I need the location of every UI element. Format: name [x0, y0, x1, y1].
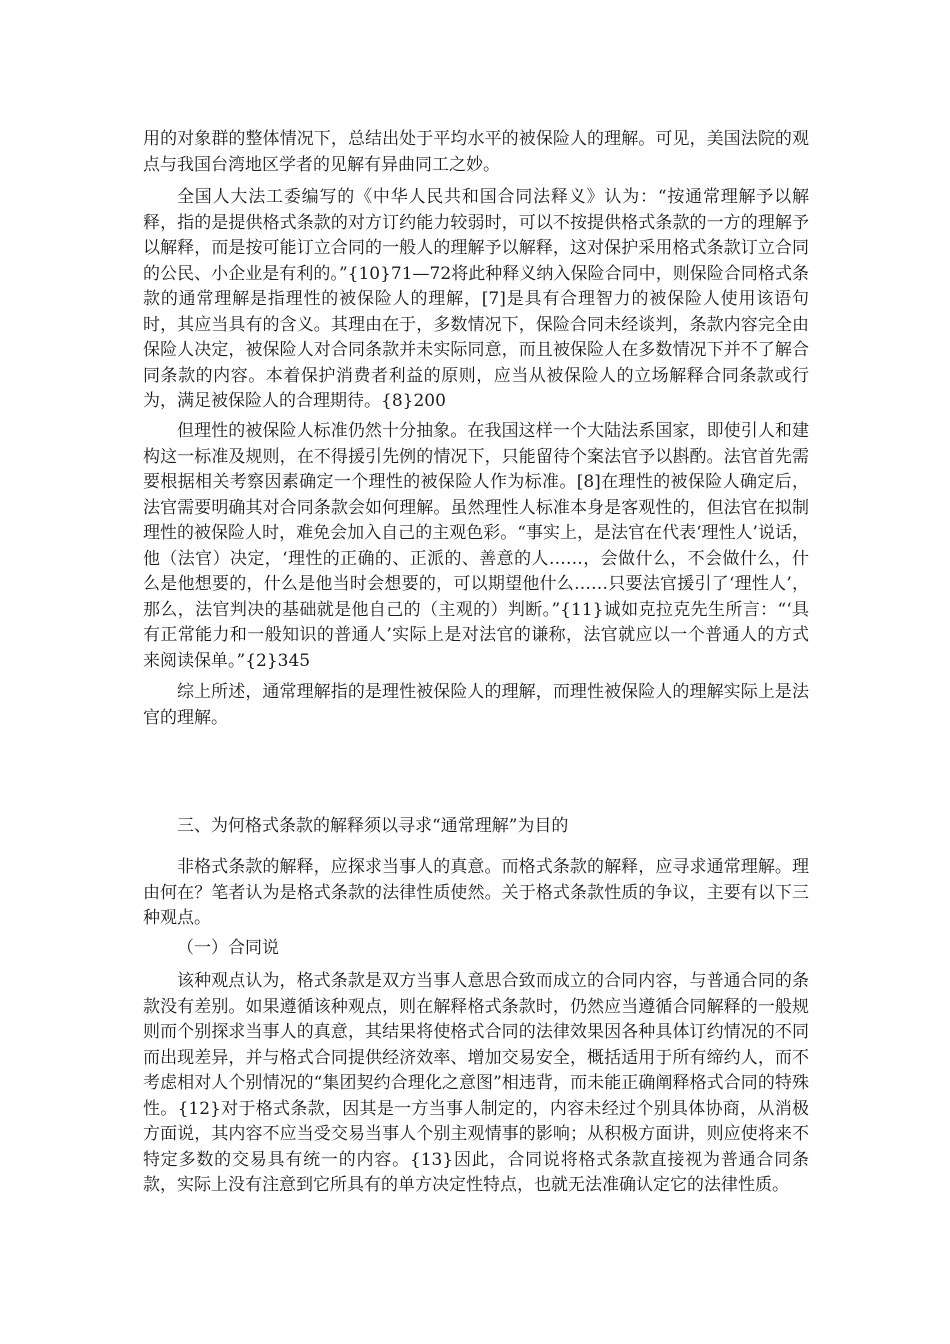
subsection-heading: （一）合同说	[177, 938, 279, 958]
section-heading: 三、为何格式条款的解释须以寻求“通常理解”为目的	[177, 816, 569, 836]
paragraph-section-intro: 非格式条款的解释，应探求当事人的真意。而格式条款的解释，应寻求通常理解。理由何在？笔者认为是格式条款的法律性质使然。关于格式条款性质的争议，主要有以下三种观点。	[143, 857, 809, 928]
paragraph-summary: 综上所述，通常理解指的是理性被保险人的理解，而理性被保险人的理解实际上是法官的理解。	[143, 682, 809, 728]
paragraph-continuation: 用的对象群的整体情况下，总结出处于平均水平的被保险人的理解。可见，美国法院的观点与我国台湾地区学者的见解有异曲同工之妙。	[143, 129, 809, 175]
paragraph-contract-theory: 该种观点认为，格式条款是双方当事人意思合致而成立的合同内容，与普通合同的条款没有差别。如果遵循该种观点，则在解释格式条款时，仍然应当遵循合同解释的一般规则而个别探求当事人的真意，其结果将使格式合同的法律效果因各种具体订约情况的不同而出现差异，并与格式合同提供经济效率、增加交易安全，概括适用于所有缔约人，而不考虑相对人个别情况的“集团契约合理化之意图”相违背，而未能正确阐释格式合同的特殊性。{12}对于格式条款，因其是一方当事人制定的，内容未经过个别具体协商，从消极方面说，其内容不应当受交易当事人个别主观情事的影响；从积极方面讲，则应使将来不特定多数的交易具有统一的内容。{13}因此，合同说将格式条款直接视为普通合同条款，实际上没有注意到它所具有的单方决定性特点，也就无法准确认定它的法律性质。	[143, 971, 809, 1195]
paragraph-interpretation-law: 全国人大法工委编写的《中华人民共和国合同法释义》认为：“按通常理解予以解释，指的是提供格式条款的对方订约能力较弱时，可以不按提供格式条款的一方的理解予以解释，而是按可能订立合同的一般人的理解予以解释，这对保护采用格式条款订立合同的公民、小企业是有利的。”{10}71—72将此种释义纳入保险合同中，则保险合同格式条款的通常理解是指理性的被保险人的理解，[7]是具有合理智力的被保险人使用该语句时，其应当具有的含义。其理由在于，多数情况下，保险合同未经谈判，条款内容完全由保险人决定，被保险人对合同条款并未实际同意，而且被保险人在多数情况下并不了解合同条款的内容。本着保护消费者利益的原则，应当从被保险人的立场解释合同条款或行为，满足被保险人的合理期待。{8}200	[143, 187, 809, 411]
paragraph-reasonable-insured: 但理性的被保险人标准仍然十分抽象。在我国这样一个大陆法系国家，即使引人和建构这一标准及规则，在不得援引先例的情况下，只能留待个案法官予以斟酌。法官首先需要根据相关考察因素确定一个理性的被保险人作为标准。[8]在理性的被保险人确定后，法官需要明确其对合同条款会如何理解。虽然理性人标准本身是客观性的，但法官在拟制理性的被保险人时，难免会加入自己的主观色彩。“事实上，是法官在代表‘理性人’说话，他（法官）决定，‘理性的正确的、正派的、善意的人……，会做什么，不会做什么，什么是他想要的，什么是他当时会想要的，可以期望他什么……只要法官援引了‘理性人’，那么，法官判决的基础就是他自己的（主观的）判断。”{11}诚如克拉克先生所言：“‘具有正常能力和一般知识的普通人’实际上是对法官的谦称，法官就应以一个普通人的方式来阅读保单。”{2}345	[143, 421, 809, 671]
